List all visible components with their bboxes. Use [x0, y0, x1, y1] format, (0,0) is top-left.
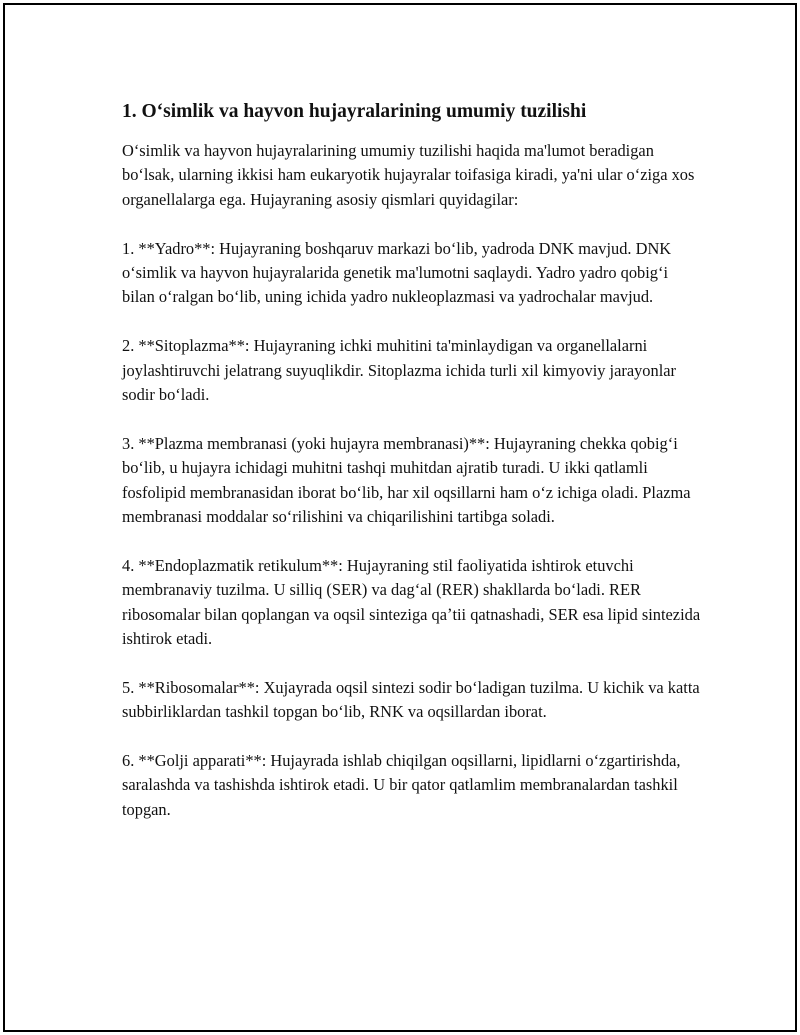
paragraph-plazma-membranasi: 3. **Plazma membranasi (yoki hujayra membranasi)**: Hujayraning chekka qobigʻi boʻlib, u hujayra ichidagi muhitni tashqi muhitdan ajratib turadi. U ikki qatlamli fosfolipid membranasidan iborat boʻlib, har xil oqsillarni ham oʻz ichiga oladi. Plazma membranasi moddalar soʻrilishini va chiqarilishini tartibga soladi. — [122, 433, 691, 527]
page-frame — [3, 3, 797, 1032]
document-content — [122, 99, 702, 847]
paragraph-golji-apparati: 6. **Golji apparati**: Hujayrada ishlab chiqilgan oqsillarni, lipidlarni oʻzgartirishda, saralashda va tashishda ishtirok etadi. U bir qator qatlamlim membranalardan tashkil topgan. — [122, 751, 681, 819]
paragraph-sitoplazma: 2. **Sitoplazma**: Hujayraning ichki muhitini ta'minlaydigan va organellalarni joylashtiruvchi jelatrang suyuqlikdir. Sitoplazma ichida turli xil kimyoviy jarayonlar sodir boʻladi. — [122, 336, 676, 405]
paragraph-endoplazmatik-retikulum: 4. **Endoplazmatik retikulum**: Hujayraning stil faoliyatida ishtirok etuvchi membranaviy tuzilma. U silliq (SER) va dagʻal (RER) shakllarda boʻladi. RER ribosomalar bilan qoplangan va oqsil sinteziga qaʼtii qatnashadi, SER esa lipid sintezida ishtirok etadi. — [122, 555, 701, 649]
intro-paragraph: Oʻsimlik va hayvon hujayralarining umumiy tuzilishi haqida ma'lumot beradigan boʻlsak, ularning ikkisi ham eukaryotik hujayralar toifasiga kiradi, ya'ni ular oʻziga xos organellalarga ega. Hujayraning asosiy qismlari quyidagilar: — [122, 141, 695, 209]
paragraph-yadro: 1. **Yadro**: Hujayraning boshqaruv markazi boʻlib, yadroda DNK mavjud. DNK oʻsimlik va hayvon hujayralarida genetik ma'lumotni saqlaydi. Yadro yadro qobigʻi bilan oʻralgan boʻlib, uning ichida yadro nukleoplazmasi va yadrochalar mavjud. — [122, 238, 672, 307]
document-title: 1. Oʻsimlik va hayvon hujayralarining umumiy tuzilishi — [122, 101, 587, 122]
paragraph-ribosomalar: 5. **Ribosomalar**: Xujayrada oqsil sintezi sodir boʻladigan tuzilma. U kichik va katta subbirliklardan tashkil topgan boʻlib, RNK va oqsillardan iborat. — [122, 677, 700, 722]
